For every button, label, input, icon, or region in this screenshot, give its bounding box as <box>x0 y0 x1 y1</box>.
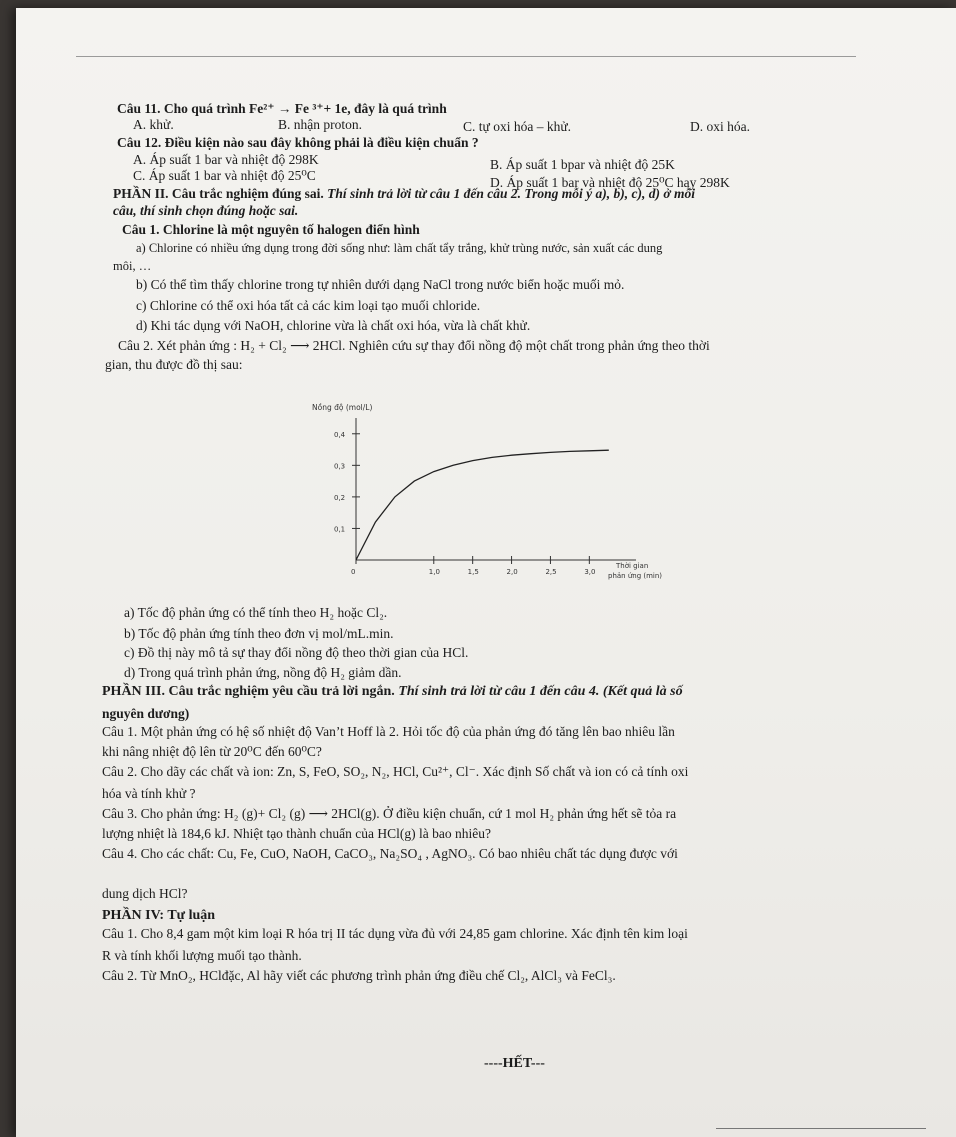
part4-heading: PHẦN IV: Tự luận <box>102 908 216 923</box>
part3-instruction-2: nguyên dương) <box>102 706 190 721</box>
p2-q1-d: d) Khi tác dụng với NaOH, chlorine vừa là chất oxi hóa, vừa là chất khử. <box>136 318 531 333</box>
chart-x-label-1: Thời gian <box>616 562 649 570</box>
p3-q4: Câu 4. Cho các chất: Cu, Fe, CuO, NaOH, CaCO₃, Na₂SO₄ , AgNO₃. Có bao nhiêu chất tác dụng được với <box>102 846 678 861</box>
p2-q2-stem-cont: gian, thu được đồ thị sau: <box>105 357 243 372</box>
chart-x-tick-label: 0 <box>351 568 356 576</box>
part3-heading-line <box>102 684 683 700</box>
p3-q2-cont: hóa và tính khử ? <box>102 786 196 801</box>
q11-option-a: A. khử. <box>133 117 174 132</box>
bottom-divider <box>716 1128 926 1129</box>
p2-q1-a-cont: môi, … <box>113 259 152 273</box>
chart-y-tick-label: 0,2 <box>334 493 346 502</box>
chart-x-label-2: phản ứng (min) <box>608 572 663 580</box>
p2-q1-b: b) Có thể tìm thấy chlorine trong tự nhiên dưới dạng NaCl trong nước biển hoặc muối mỏ. <box>136 277 625 292</box>
q11-option-c: C. tự oxi hóa – khử. <box>463 119 572 134</box>
p3-q1-cont: khi nâng nhiệt độ lên từ 20⁰C đến 60⁰C? <box>102 744 322 759</box>
part2-heading: PHẦN II. Câu trắc nghiệm đúng sai. <box>113 186 324 201</box>
part2-instruction: Thí sinh trả lời từ câu 1 đến câu 2. Trong mỗi ý a), b), c), d) ở mỗi <box>327 186 695 201</box>
q11-option-b: B. nhận proton. <box>278 117 362 132</box>
chart-x-tick-label: 1,0 <box>428 568 440 576</box>
top-divider <box>76 56 856 57</box>
part3-heading: PHẦN III. Câu trắc nghiệm yêu cầu trả lời ngắn. <box>102 684 395 699</box>
p2-q2-d: d) Trong quá trình phản ứng, nồng độ H₂ giảm dần. <box>124 665 402 680</box>
q11-stem: Câu 11. Cho quá trình Fe²⁺ → Fe ³⁺+ 1e, đây là quá trình <box>117 101 447 116</box>
q12-stem: Câu 12. Điều kiện nào sau đây không phải là điều kiện chuẩn ? <box>117 135 479 150</box>
chart-y-tick-label: 0,4 <box>334 430 346 439</box>
p4-q1: Câu 1. Cho 8,4 gam một kim loại R hóa trị II tác dụng vừa đủ với 24,85 gam chlorine. Xác định tên kim loại <box>102 926 688 941</box>
end-marker: ----HẾT--- <box>484 1056 545 1071</box>
concentration-time-chart <box>306 400 706 600</box>
part3-instruction: Thí sinh trả lời từ câu 1 đến câu 4. (Kết quả là số <box>398 684 683 699</box>
chart-x-tick-label: 3,0 <box>584 568 596 576</box>
p4-q2: Câu 2. Từ MnO₂, HClđặc, Al hãy viết các phương trình phản ứng điều chế Cl₂, AlCl₃ và FeCl₃. <box>102 968 616 983</box>
chart-y-label: Nồng độ (mol/L) <box>312 403 373 412</box>
p3-q3-cont: lượng nhiệt là 184,6 kJ. Nhiệt tạo thành chuẩn của HCl(g) là bao nhiêu? <box>102 826 491 841</box>
chart-y-tick-label: 0,3 <box>334 462 346 471</box>
chart-x-tick-label: 2,0 <box>506 568 518 576</box>
p3-q3: Câu 3. Cho phản ứng: H₂ (g)+ Cl₂ (g) ⟶ 2HCl(g). Ở điều kiện chuẩn, cứ 1 mol H₂ phản ứng hết sẽ tỏa ra <box>102 806 677 821</box>
q12-option-c: C. Áp suất 1 bar và nhiệt độ 25⁰C <box>133 168 316 183</box>
p2-q2-stem: Câu 2. Xét phản ứng : H₂ + Cl₂ ⟶ 2HCl. Nghiên cứu sự thay đổi nồng độ một chất trong phản ứng theo thời <box>118 338 710 353</box>
p2-q1-c: c) Chlorine có thể oxi hóa tất cả các kim loại tạo muối chloride. <box>136 298 481 313</box>
p2-q2-c: c) Đồ thị này mô tả sự thay đổi nồng độ theo thời gian của HCl. <box>124 645 469 660</box>
q11-option-d: D. oxi hóa. <box>690 119 750 134</box>
p3-q2: Câu 2. Cho dãy các chất và ion: Zn, S, FeO, SO₂, N₂, HCl, Cu²⁺, Cl⁻. Xác định Số chất và ion có cả tính oxi <box>102 764 689 779</box>
p3-q4-cont: dung dịch HCl? <box>102 886 188 901</box>
p4-q1-cont: R và tính khối lượng muối tạo thành. <box>102 948 302 963</box>
q12-option-a: A. Áp suất 1 bar và nhiệt độ 298K <box>133 152 319 167</box>
p2-q2-a: a) Tốc độ phản ứng có thể tính theo H₂ hoặc Cl₂. <box>124 605 388 620</box>
chart-x-tick-label: 1,5 <box>467 568 479 576</box>
q12-option-b: B. Áp suất 1 bpar và nhiệt độ 25K <box>490 157 675 172</box>
chart-series-line <box>356 450 609 560</box>
p2-q1-stem: Câu 1. Chlorine là một nguyên tố halogen điển hình <box>122 222 420 237</box>
part2-heading-line <box>113 186 695 202</box>
chart-y-tick-label: 0,1 <box>334 525 346 534</box>
p2-q1-a: a) Chlorine có nhiều ứng dụng trong đời sống như: làm chất tẩy trắng, khử trùng nước, sản xuất các dung <box>136 241 663 255</box>
exam-page <box>16 8 956 1137</box>
chart-x-tick-label: 2,5 <box>545 568 557 576</box>
q12-option-d: D. Áp suất 1 bar và nhiệt độ 25⁰C hay 298K <box>490 175 730 190</box>
part2-instruction-2: câu, thí sinh chọn đúng hoặc sai. <box>113 203 299 218</box>
p3-q1: Câu 1. Một phản ứng có hệ số nhiệt độ Van’t Hoff là 2. Hỏi tốc độ của phản ứng đó tăng lên bao nhiêu lần <box>102 724 675 739</box>
p2-q2-b: b) Tốc độ phản ứng tính theo đơn vị mol/mL.min. <box>124 626 394 641</box>
